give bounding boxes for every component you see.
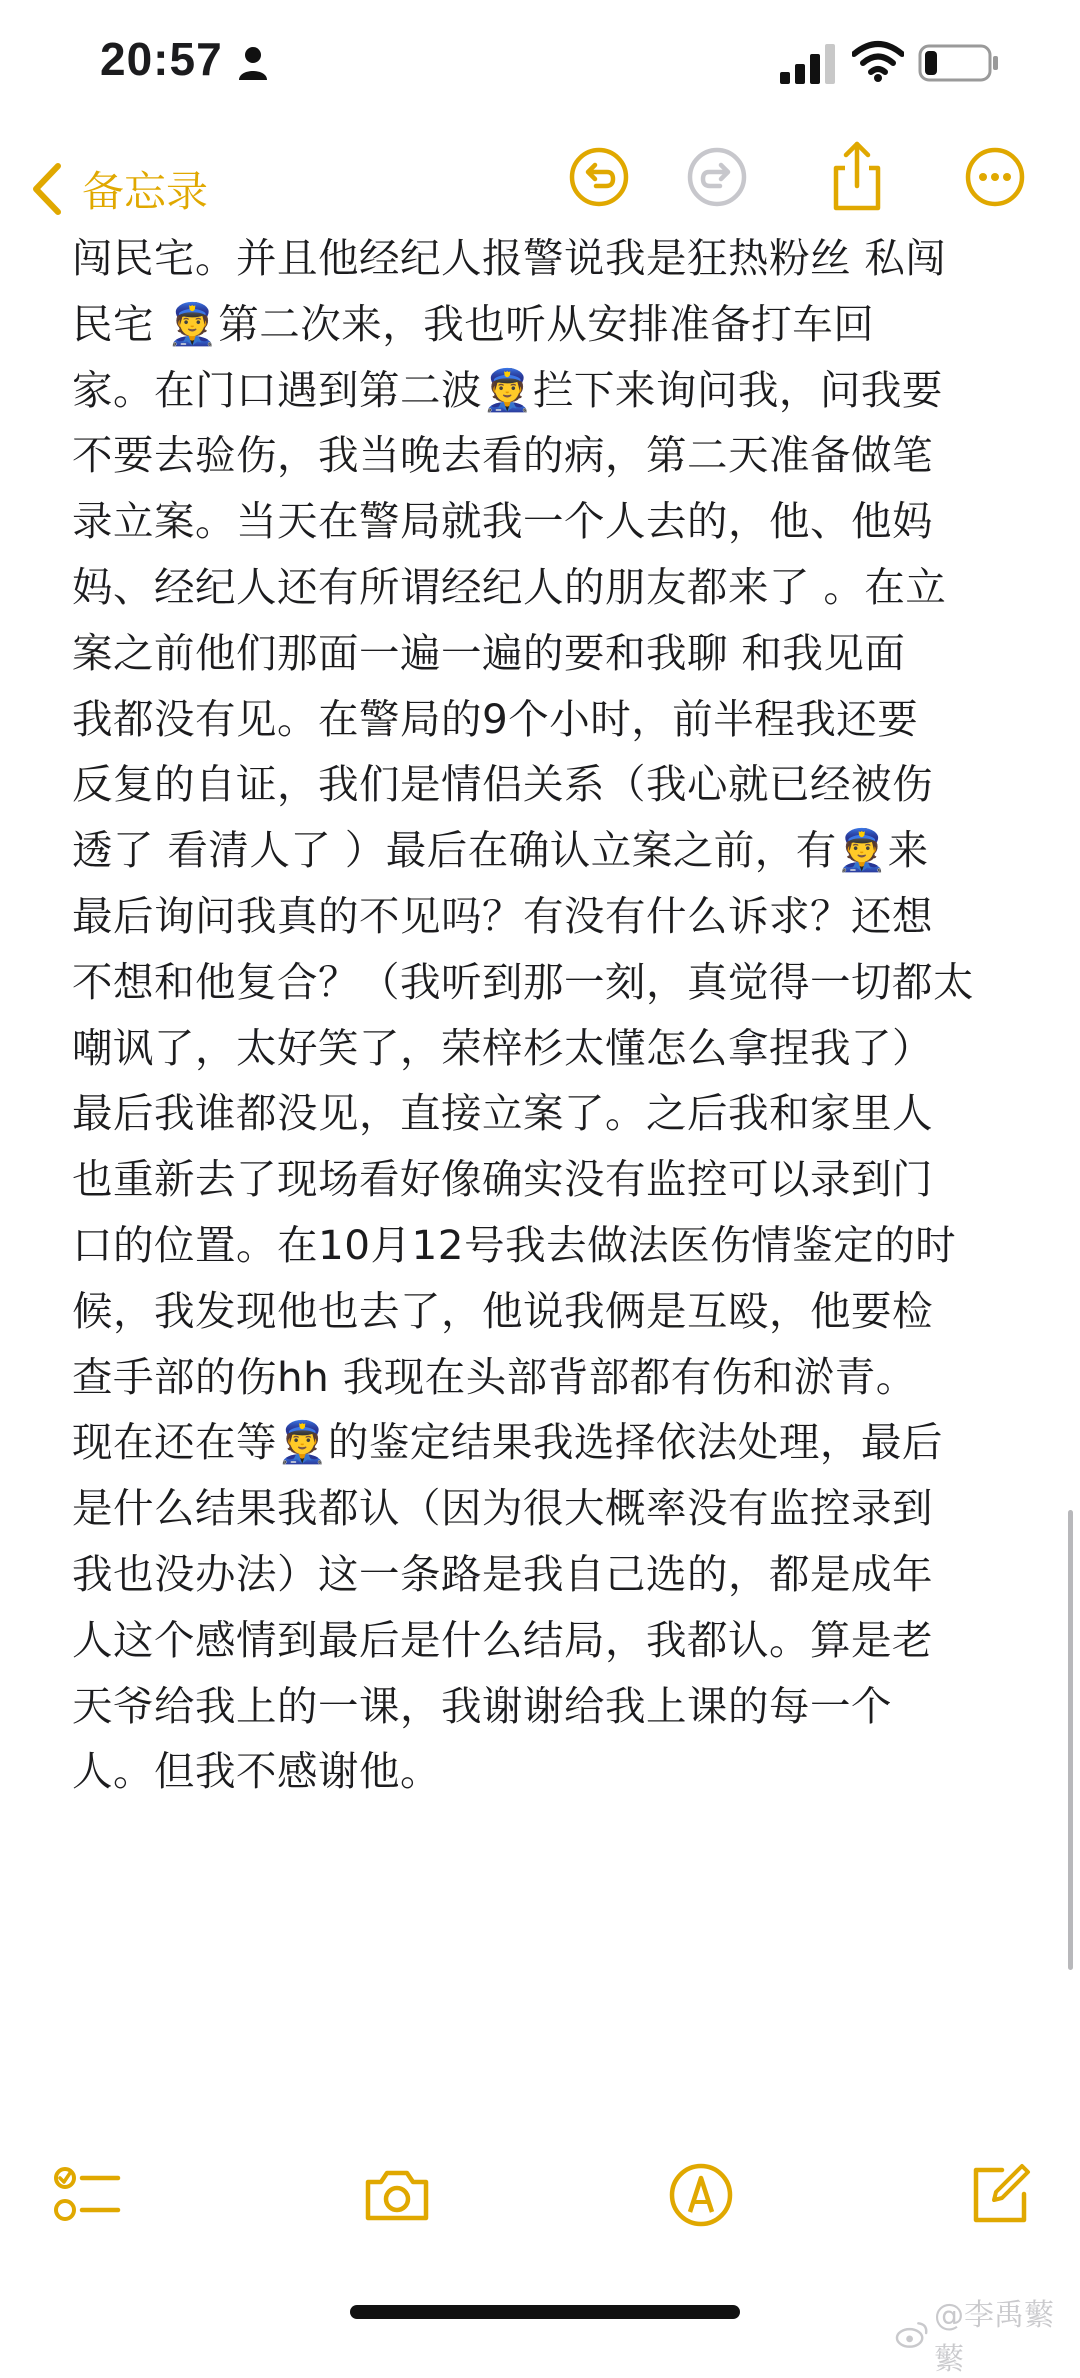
signal-icon	[778, 44, 838, 84]
chevron-left-icon	[30, 162, 64, 216]
note-body[interactable]	[72, 226, 1012, 1805]
note-line: 反复的自证，我们是情侣关系（我心就已经被伤	[72, 760, 933, 809]
scroll-indicator[interactable]	[1068, 1510, 1073, 1970]
note-line: 也重新去了现场看好像确实没有监控可以录到门	[72, 1155, 933, 1204]
undo-icon[interactable]	[568, 146, 630, 208]
person-icon	[238, 46, 268, 80]
redo-icon[interactable]	[686, 146, 748, 208]
note-line: 案之前他们那面一遍一遍的要和我聊 和我见面	[72, 628, 906, 677]
compose-icon[interactable]	[964, 2160, 1034, 2230]
markup-icon[interactable]	[666, 2160, 736, 2230]
bottom-toolbar	[0, 2150, 1080, 2250]
note-line: 闯民宅。并且他经纪人报警说我是狂热粉丝 私闯	[72, 234, 947, 282]
note-line: 妈、经纪人还有所谓经纪人的朋友都来了 。在立	[72, 562, 947, 611]
note-line: 透了 看清人了 ）最后在确认立案之前，有👮来	[72, 826, 929, 875]
note-line: 现在还在等👮的鉴定结果我选择依法处理，最后	[72, 1418, 943, 1467]
note-line: 天爷给我上的一课，我谢谢给我上课的每一个	[72, 1681, 892, 1730]
note-line: 我都没有见。在警局的9个小时，前半程我还要	[72, 694, 919, 743]
more-icon[interactable]	[964, 146, 1026, 208]
note-line: 人。但我不感谢他。	[72, 1747, 441, 1796]
status-bar	[0, 0, 1080, 130]
status-time: 20:57	[100, 33, 223, 85]
navigation-bar	[0, 140, 1080, 240]
note-line: 民宅 👮第二次来，我也听从安排准备打车回	[72, 299, 875, 348]
note-line: 是什么结果我都认（因为很大概率没有监控录到	[72, 1484, 933, 1533]
note-line: 候，我发现他也去了，他说我俩是互殴，他要检	[72, 1286, 933, 1335]
watermark-text: @李禹蘩蘩	[934, 2298, 1055, 2377]
note-line: 人这个感情到最后是什么结局，我都认。算是老	[72, 1615, 933, 1664]
share-icon[interactable]	[826, 140, 888, 212]
note-line: 不想和他复合？（我听到那一刻，真觉得一切都太	[72, 957, 974, 1006]
note-line: 不要去验伤，我当晚去看的病，第二天准备做笔	[72, 431, 933, 480]
weibo-watermark	[895, 2290, 1080, 2378]
note-line: 口的位置。在10月12号我去做法医伤情鉴定的时	[72, 1220, 957, 1269]
checklist-icon[interactable]	[52, 2160, 122, 2230]
note-line: 查手部的伤hh 我现在头部背部都有伤和淤青。	[72, 1352, 917, 1401]
note-line: 家。在门口遇到第二波👮拦下来询问我，问我要	[72, 365, 943, 414]
note-line: 最后询问我真的不见吗？有没有什么诉求？还想	[72, 891, 933, 940]
note-line: 嘲讽了，太好笑了，荣梓杉太懂怎么拿捏我了）	[72, 1023, 933, 1072]
wifi-icon	[852, 40, 904, 82]
note-line: 录立案。当天在警局就我一个人去的，他、他妈	[72, 497, 933, 546]
battery-icon	[918, 44, 1000, 82]
camera-icon[interactable]	[362, 2160, 432, 2230]
home-indicator[interactable]	[350, 2305, 740, 2319]
back-button-label: 备忘录	[82, 167, 209, 216]
note-line: 我也没办法）这一条路是我自己选的，都是成年	[72, 1549, 933, 1598]
weibo-icon	[895, 2319, 930, 2349]
back-button[interactable]	[30, 154, 208, 224]
note-line: 最后我谁都没见，直接立案了。之后我和家里人	[72, 1089, 933, 1138]
